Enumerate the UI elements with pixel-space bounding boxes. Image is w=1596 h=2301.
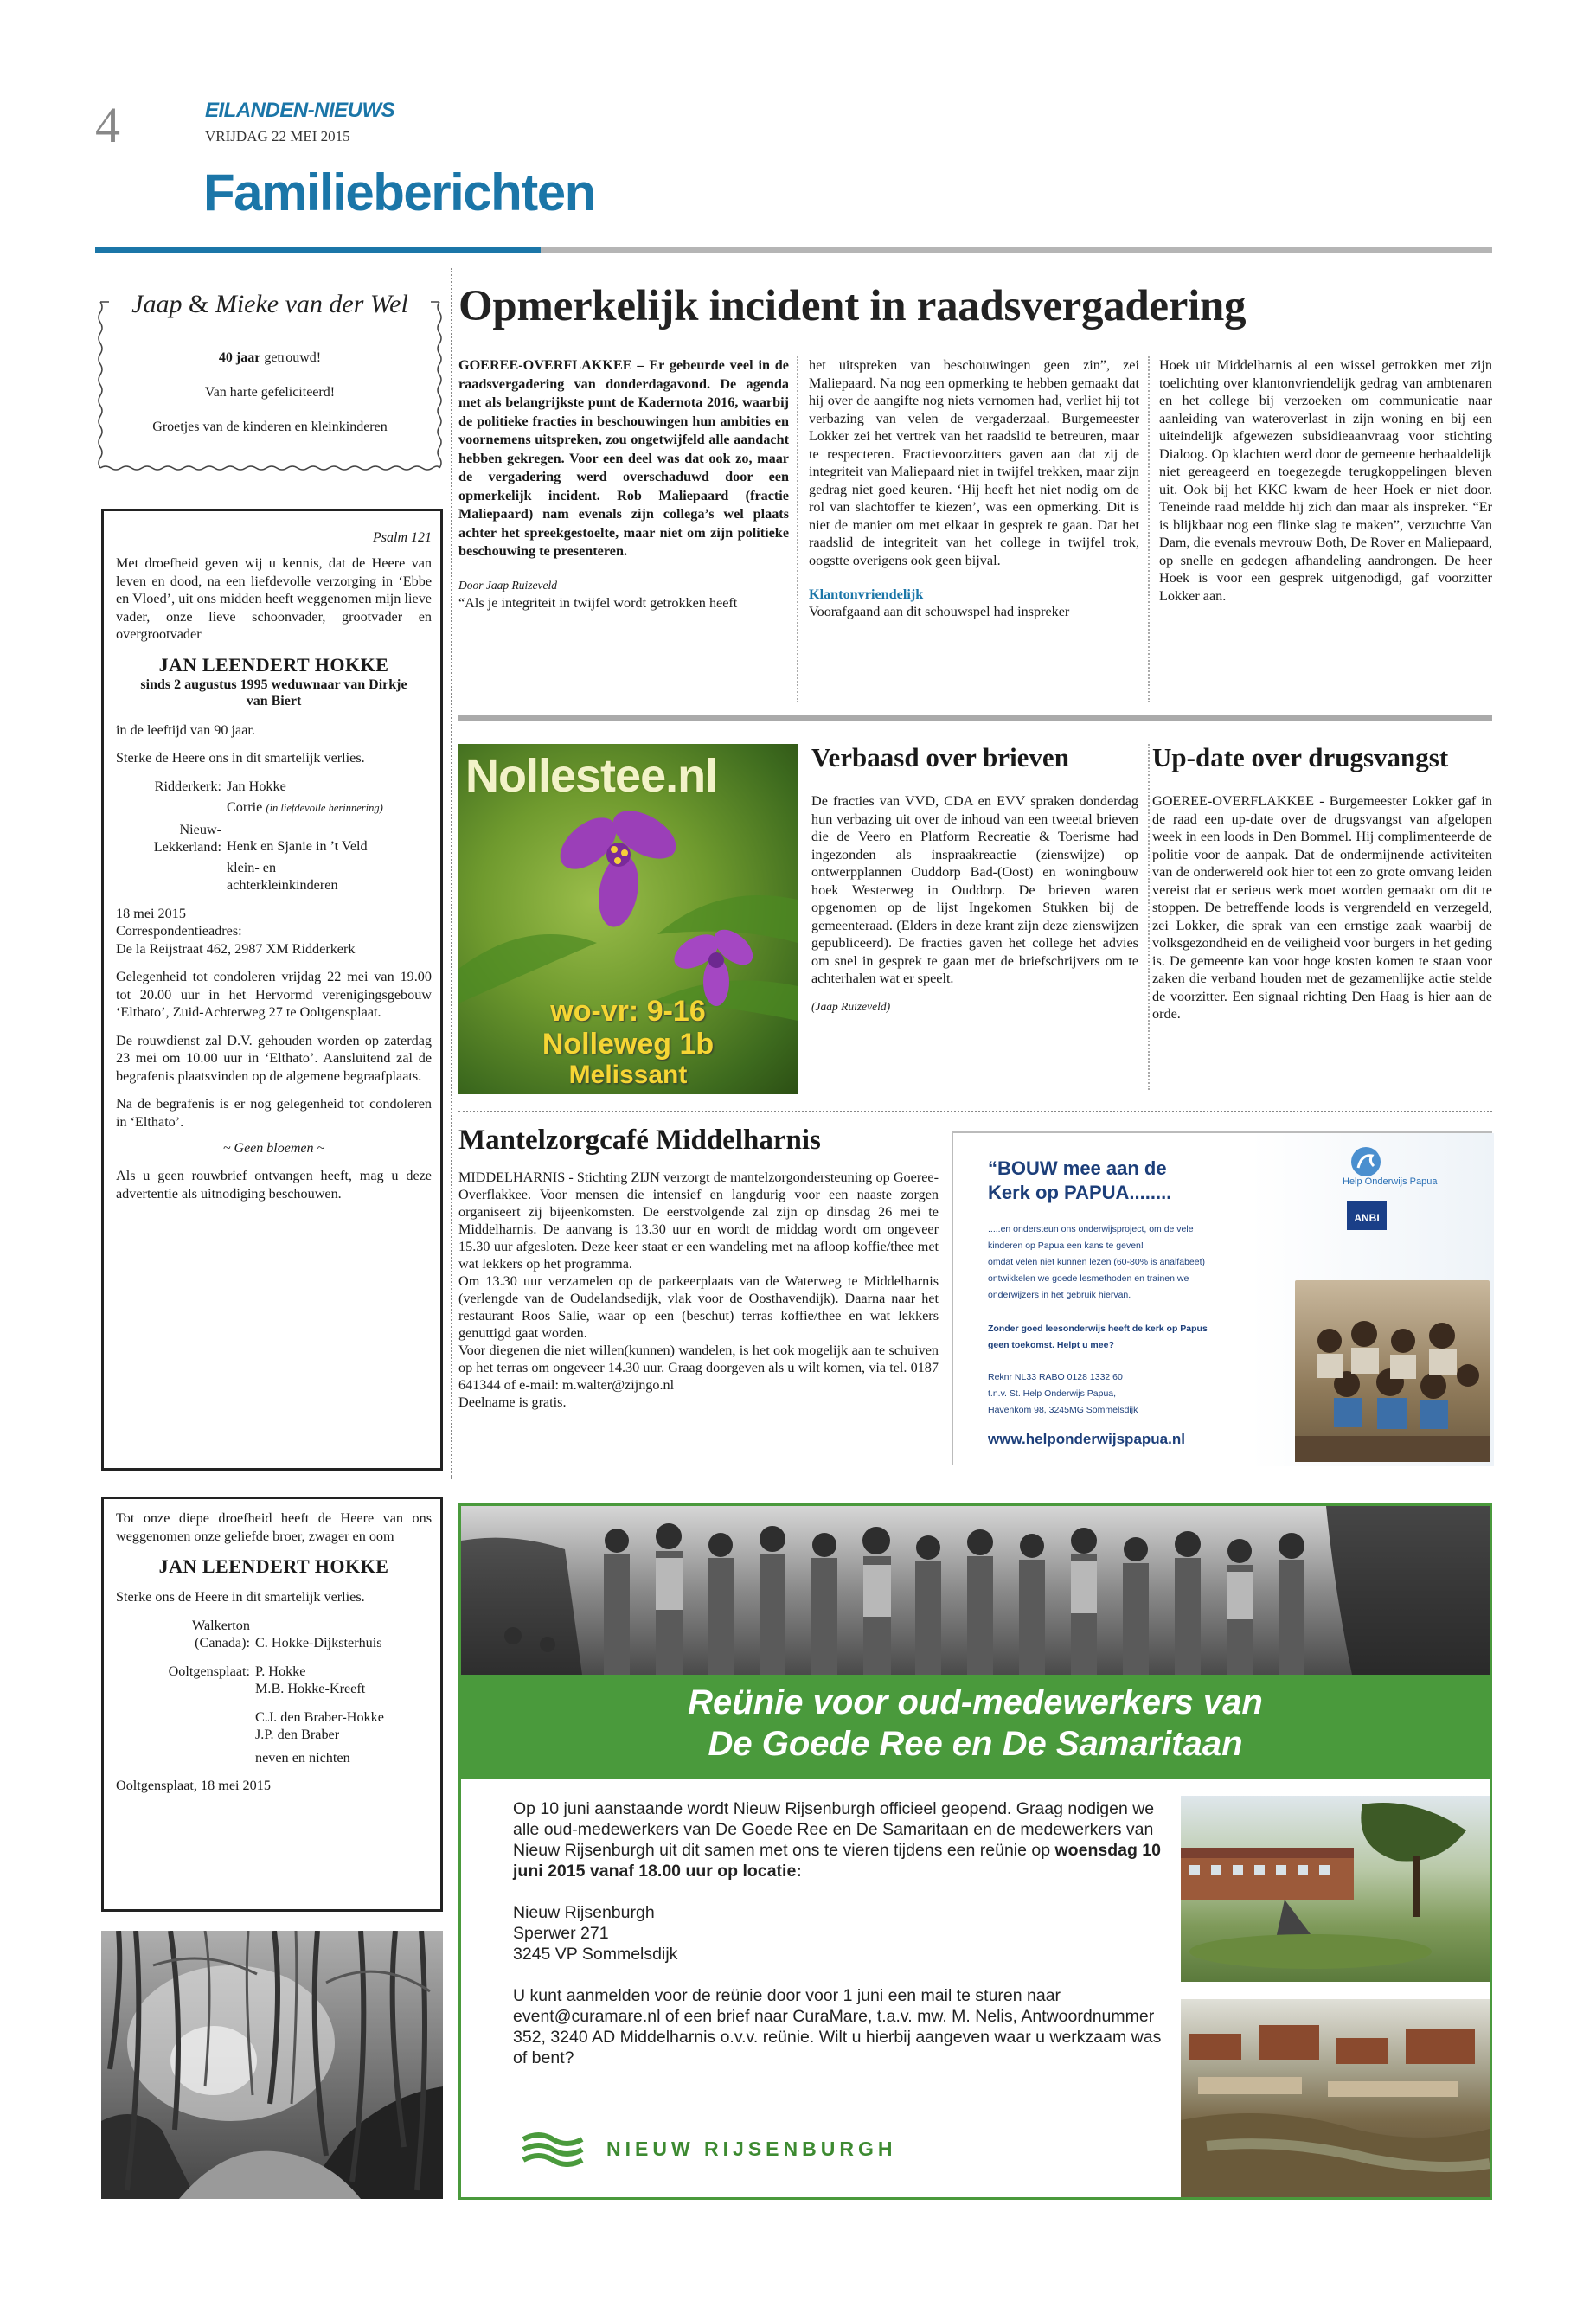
main-headline: Opmerkelijk incident in raadsvergadering bbox=[458, 282, 1247, 330]
forest-photo bbox=[101, 1931, 443, 2199]
hand-icon bbox=[1349, 1145, 1382, 1178]
papua-org: Help Onderwijs Papua bbox=[1343, 1176, 1438, 1187]
nollestee-town: Melissant bbox=[568, 1061, 688, 1089]
issue-date: VRIJDAG 22 MEI 2015 bbox=[205, 128, 350, 144]
brieven-body: De fracties van VVD, CDA en EVV spraken donderdag hun verbazing uit over de inhoud van een tweetal brieven die de Veero en Platform Recreatie & Toerisme had ingezonden als inspraakreactie (zienswijze) op ontwerpplannen Ouddorp Bad-(Oost) en woningbouw hoek Westerweg in Ouddorp. De brieven waren opgenomen op de lijst Ingekomen Stukken bij de gemeenteraad. (Elders in deze krant zijn deze zienswijzen gepubliceerd). De fracties gaven het college het advies om snel in gesprek te gaan met de briefschrijvers om te achterhalen wat er speelt. bbox=[811, 793, 1138, 986]
papua-logo bbox=[1343, 1144, 1481, 1187]
obituary2-name: JAN LEENDERT HOKKE bbox=[158, 1555, 389, 1577]
obituary-box-2 bbox=[101, 1497, 443, 1912]
obituary1-wish: Sterke de Heere ons in dit smartelijk verlies. bbox=[116, 750, 365, 766]
mantelzorg-body: MIDDELHARNIS - Stichting ZIJN verzorgt de mantelzorgondersteuning op Goeree-Overflakkee. Voor mensen die intensief en langdurig voor een naaste zorgen organiseert zij bijeenkomsten. De eerstvolgende zal zijn op dinsdag 26 mei te Middelharnis. De aanvang is 13.30 uur en wordt de middag wordt om ongeveer 15.30 uur afgesloten. Deze keer staat er een wandeling met na afloop koffie/thee met wat lekkers op het programma. Om 13.30 uur verzamelen op de parkeerplaats van de Waterweg te Middelharnis (verlengde van de Oudelandsedijk, vlak voor de Oosthavendijk). Daarna naar het restaurant Roos Salie, waar op een (beschut) terras koffie/thee en wat lekkers genuttigd gaat worden. Voor diegenen die niet willen(kunnen) wandelen, is het ook mogelijk aan te schuiven op het terras om ongeveer 14.30 uur. Graag doorgeven als u wilt komen, via tel. 0187 641344 of e-mail: m.walter@zijngo.nl Deelname is gratis. bbox=[458, 1170, 939, 1410]
family-row: Walkerton (Canada): C. Hokke-Dijksterhuis bbox=[191, 1617, 382, 1650]
obituary2-wish: Sterke ons de Heere in dit smartelijk verlies. bbox=[116, 1589, 365, 1605]
main-col-2 bbox=[809, 356, 1139, 621]
family-row: neven en nichten bbox=[255, 1749, 350, 1766]
mantelzorg-headline: Mantelzorgcafé Middelharnis bbox=[458, 1125, 821, 1156]
obituary2-intro: Tot onze diepe droefheid heeft de Heere van ons weggenomen onze geliefde broer, zwager en oom bbox=[116, 1510, 432, 1544]
obituary1-service: De rouwdienst zal D.V. gehouden worden op zaterdag 23 mei om 10.00 uur in ‘Elthato’. Aansluitend zal de begrafenis plaatsvinden op de algemene begraafplaats. bbox=[116, 1032, 432, 1084]
column-divider-dotted bbox=[1148, 356, 1150, 702]
obituary1-correspondence-label: Correspondentieadres: bbox=[116, 923, 242, 939]
reunion-text bbox=[513, 1798, 1170, 2068]
main-lead: GOEREE-OVERFLAKKEE – Er gebeurde veel in de raadsvergadering van donderdagavond. De agenda met als belangrijkste punt de Kadernota 2016, waarbij de politieke fracties in beschouwingen hun ambities en voornemens uitspreken, zou ongetwijfeld alle aandacht hebben gekregen. Voor een deel was dat ook zo, maar de vergadering werd overschaduwd door een opmerkelijk incident. Rob Maliepaard (fractie Maliepaard) nam evenals zijn collega’s wel plaats achter het spreekgestoelte, maar niet om zijn politieke beschouwing te presenteren. bbox=[458, 357, 789, 559]
obituary1-age: in de leeftijd van 90 jaar. bbox=[116, 721, 255, 738]
column-divider-dotted bbox=[797, 356, 798, 702]
main-col3: Hoek uit Middelharnis al een wissel getrokken met zijn toelichting over klantonvriendelijk gedrag van ambtenaren en het college bij verzoeken om communicatie naar aanleiding van wateroverlast in zijn woning en bij een uiteindelijk afgewezen subsidieaanvraag voor stichting Dialoog. Op klachten werd door de gemeente herhaaldelijk niet gereageerd en toegezegde terugkoppelingen bleven uit. Ook bij het KKC kwam de heer Hoek er niet door. Teneinde raad meldde hij zich dan maar als inspreker. “Er is blijkbaar nog een flinke slag te maken”, verzuchtte Van Dam, die evenals mevrouw Both, De Rover en Maliepaard, op snelle en gedegen afhandeling aandrongen. De heer Hoek is voor een gesprek uitgenodigd, gaf voorzitter Lokker aan. bbox=[1159, 357, 1492, 604]
obituary1-condolence: Gelegenheid tot condoleren vrijdag 22 mei van 19.00 tot 20.00 uur in het Hervormd verenigingsgebouw ‘Elthato’, Zuid-Achterweg 27 te Ooltgensplaat. bbox=[116, 969, 432, 1020]
obituary1-family bbox=[116, 778, 432, 894]
anniversary-title bbox=[126, 290, 413, 318]
obituary1-intro: Met droefheid geven wij u kennis, dat de Heere van leven en dood, na een liefdevolle verzorging in ‘Ebbe en Vloed’, uit ons midden heeft weggenomen mijn lieve vader, onze lieve schoonvader, grootvader en overgrootvader bbox=[116, 555, 432, 642]
anniversary-name2: Mieke van der Wel bbox=[215, 290, 408, 318]
papua-ad bbox=[952, 1131, 1492, 1465]
family-row: Nieuw-Lekkerland: Henk en Sjanie in ’t Veld bbox=[153, 821, 368, 855]
header-rule-blue bbox=[95, 247, 541, 253]
obituary1-no-flowers: ~ Geen bloemen ~ bbox=[222, 1141, 325, 1156]
reunion-address-1: Nieuw Rijsenburgh bbox=[513, 1903, 655, 1922]
section-rule bbox=[458, 715, 1492, 721]
nollestee-site: Nollestee.nl bbox=[465, 750, 718, 802]
obituary1-address: De la Reijstraat 462, 2987 XM Ridderkerk bbox=[116, 940, 356, 957]
reunion-address-3: 3245 VP Sommelsdijk bbox=[513, 1945, 678, 1964]
page-number: 4 bbox=[95, 97, 120, 153]
reunion-ad bbox=[458, 1503, 1492, 2200]
brieven-byline: (Jaap Ruizeveld) bbox=[811, 999, 891, 1013]
anniversary-name1: Jaap bbox=[131, 290, 183, 318]
anniversary-line1: 40 jaar getrouwd! bbox=[218, 350, 322, 365]
main-col1-end: “Als je integriteit in twijfel wordt getrokken heeft bbox=[458, 594, 738, 611]
masthead-logo: EILANDEN-NIEUWS bbox=[205, 99, 395, 122]
family-row: C.J. den Braber-Hokke J.P. den Braber bbox=[255, 1708, 384, 1742]
family-row: Ridderkerk: Jan Hokke bbox=[154, 778, 286, 794]
reunion-signup: U kunt aanmelden voor de reünie door voor 1 juni een mail te sturen naar event@curamare.nl of een brief naar CuraMare, t.a.v. mw. M. Nelis, Antwoordnummer 352, 3240 AD Middelharnis o.v.v. reünie. Wilt u hierbij aangeven waar u werkzaam was of bent? bbox=[513, 1986, 1162, 2067]
main-col2: het uitspreken van beschouwingen geen zin”, zei Maliepaard. Na nog een opmerking te hebben gemaakt dat hij over de aangifte nog niets vernomen had, verliet hij tot verbazing van velen de vergaderzaal. Burgemeester Lokker zei het vertrek van het raadslid te betreuren, maar te respecteren. Fractievoorzitters gaven aan dat zij de integriteit van Maliepaard niet in twijfel trekken, maar zijn gedrag niet goed keuren. ‘Hij heeft het niet nodig om de rol van slachtoffer te kiezen’, was een opmerking. Dit is niet de manier om met elkaar in gesprek te gaan. Dat het raadslid de integriteit van het college in twijfel trok, oogstte overigens ook geen bijval. bbox=[809, 357, 1139, 568]
psalm-reference: Psalm 121 bbox=[373, 530, 432, 545]
anniversary-line3: Groetjes van de kinderen en kleinkinderen bbox=[152, 420, 388, 434]
main-col-3 bbox=[1159, 356, 1492, 605]
papua-photo bbox=[1295, 1280, 1490, 1462]
main-byline: Door Jaap Ruizeveld bbox=[458, 578, 557, 592]
reunion-logo-text: NIEUW RIJSENBURGH bbox=[606, 2138, 897, 2160]
family-row: Ooltgensplaat: P. Hokke M.B. Hokke-Kreeft bbox=[168, 1663, 366, 1696]
drugs-article bbox=[1152, 742, 1492, 1023]
obituary1-date: 18 mei 2015 bbox=[116, 905, 186, 921]
reunion-garden-photo bbox=[1181, 1796, 1490, 1982]
column-divider bbox=[451, 268, 452, 1479]
brieven-article bbox=[811, 742, 1138, 1014]
main-col-1 bbox=[458, 356, 789, 612]
mantelzorg-article bbox=[458, 1125, 939, 1411]
obituary-box-1 bbox=[101, 509, 443, 1471]
section-title: Familieberichten bbox=[203, 163, 595, 221]
reunion-title-2: De Goede Ree en De Samaritaan bbox=[708, 1725, 1243, 1763]
obituary1-after: Na de begrafenis is er nog gelegenheid tot condoleren in ‘Elthato’. bbox=[116, 1096, 432, 1130]
reunion-aerial-photo bbox=[1181, 1999, 1490, 2200]
nollestee-hours: wo-vr: 9-16 bbox=[550, 995, 706, 1028]
brieven-headline: Verbaasd over brieven bbox=[811, 742, 1069, 772]
obituary2-family bbox=[116, 1617, 432, 1767]
family-row: klein- en achterkleinkinderen bbox=[227, 859, 338, 893]
anniversary-box bbox=[97, 290, 443, 471]
papua-title-1: “BOUW mee aan de bbox=[988, 1157, 1167, 1179]
papua-text: .....en ondersteun ons onderwijsproject, om de vele kinderen op Papua een kans te geven! omdat velen niet kunnen lezen (60-80% is analfabeet) ontwikkelen we goede lesmethoden en trainen we onderwijzers in het gebruik hiervan. Zonder goed leesonderwijs heeft de kerk op Papus geen toekomst. Helpt u mee? Reknr NL33 RABO 0128 1332 60 t.n.v. St. Help Onderwijs Papua, Havenkom 98, 3245MG Sommelsdijk bbox=[988, 1224, 1208, 1415]
main-subhead: Klantonvriendelijk bbox=[809, 586, 924, 602]
family-row: Corrie (in liefdevolle herinnering) bbox=[227, 799, 383, 815]
obituary1-closing: Als u geen rouwbrief ontvangen heeft, mag u deze advertentie als uitnodiging beschouwen. bbox=[116, 1168, 432, 1202]
papua-title-2: Kerk op PAPUA........ bbox=[988, 1182, 1172, 1203]
reunion-photo bbox=[461, 1506, 1490, 1675]
anniversary-amp: & bbox=[189, 290, 209, 318]
obituary2-date: Ooltgensplaat, 18 mei 2015 bbox=[116, 1778, 271, 1793]
anbi-badge: ANBI bbox=[1347, 1201, 1387, 1230]
reunion-intro: Op 10 juni aanstaande wordt Nieuw Rijsenburgh officieel geopend. Graag nodigen we alle oud-medewerkers van De Goede Ree en De Samaritaan en de medewerkers van Nieuw Rijsenburgh uit dit samen met ons te vieren tijdens een reünie op woensdag 10 juni 2015 vanaf 18.00 uur op locatie: bbox=[513, 1799, 1161, 1881]
nollestee-street: Nolleweg 1b bbox=[542, 1028, 715, 1061]
waves-icon bbox=[522, 2131, 584, 2167]
papua-url[interactable]: www.helponderwijspapua.nl bbox=[988, 1431, 1185, 1447]
header-rule-gray bbox=[541, 247, 1492, 253]
drugs-body: GOEREE-OVERFLAKKEE - Burgemeester Lokker gaf in de raad een up-date over de drugsvangst van afgelopen week in een loods in Den Bommel. Hij complimenteerde de politie voor de aanpak. Dat de ondermijnende activiteiten van de onderwereld ook hier tot een zo grote omvang leiden vereist dat er serieus werk moet worden gemaakt om dit te stoppen. De betreffende loods is vergrendeld en verzegeld, zei Lokker, die sprak van een ernstige zaak waarbij de volksgezondheid en de veiligheid voor burgers in het geding is. De gemeente kan voor hoge kosten komen te staan voor zaken die verband houden met de gezamenlijke actie stelde de voorzitter. Een signaal richting Den Haag is hier aan de orde. bbox=[1152, 793, 1492, 1022]
reunion-title-1: Reünie voor oud-medewerkers van bbox=[688, 1683, 1263, 1721]
reunion-address-2: Sperwer 271 bbox=[513, 1924, 609, 1943]
nieuw-rijsenburgh-logo bbox=[522, 2127, 954, 2170]
obituary1-name: JAN LEENDERT HOKKE bbox=[158, 653, 389, 676]
anniversary-line2: Van harte gefeliciteerd! bbox=[204, 385, 336, 400]
nollestee-ad bbox=[458, 744, 798, 1094]
drugs-headline: Up-date over drugsvangst bbox=[1152, 742, 1449, 772]
section-rule-thin bbox=[458, 1111, 1492, 1112]
obituary1-subtitle: sinds 2 augustus 1995 weduwnaar van Dirkje van Biert bbox=[140, 676, 407, 708]
reunion-banner bbox=[461, 1675, 1490, 1779]
column-divider-dotted bbox=[1148, 744, 1150, 1090]
main-col2-end: Voorafgaand aan dit schouwspel had inspreker bbox=[809, 604, 1070, 619]
